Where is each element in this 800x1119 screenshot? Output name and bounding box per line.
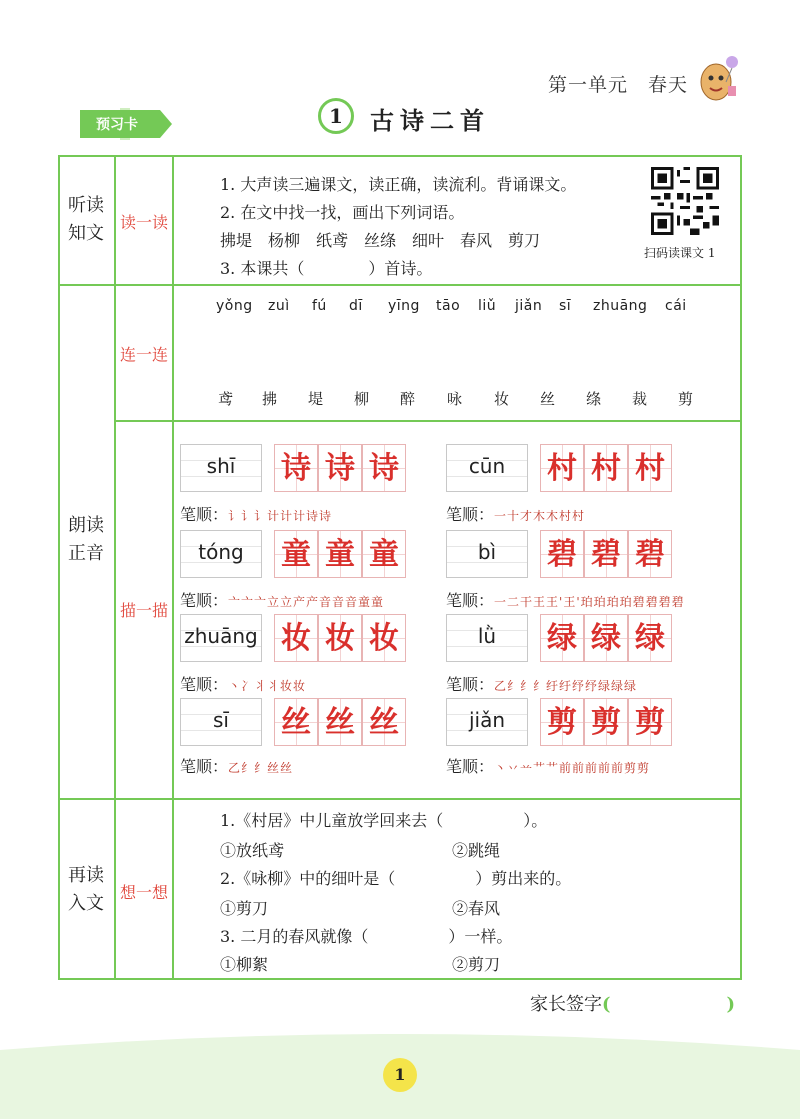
sub-label-think: 想一想 [119,883,168,902]
trace-char[interactable]: 妆 [318,614,362,662]
pinyin-item: tāo [436,298,461,314]
question: 1.《村居》中儿童放学回来去（ ）。 [220,811,548,830]
writing-grid[interactable] [540,614,672,662]
lesson-title: 古诗二首 [370,106,490,135]
pinyin-label: lǜ [477,624,497,648]
trace-char[interactable]: 妆 [274,614,318,662]
trace-char[interactable]: 绿 [584,614,628,662]
divider [58,284,742,286]
trace-char[interactable]: 剪 [628,698,672,746]
pinyin-label: shī [206,454,236,478]
pinyin-label: jiǎn [468,708,506,732]
page-number: 1 [383,1058,417,1092]
trace-char[interactable]: 丝 [362,698,406,746]
pinyin-label: tóng [198,540,244,564]
trace-char[interactable]: 丝 [274,698,318,746]
hanzi-item: 堤 [308,390,324,408]
qr-code-icon[interactable] [651,167,719,235]
hanzi-item: 柳 [354,390,370,408]
pinyin-item: cái [665,298,687,314]
stroke-order: 笔顺：丶丷䒑艹艹前前前前前剪剪 [446,757,651,776]
section-label-reread: 再读 入文 [68,865,104,914]
trace-char[interactable]: 碧 [540,530,584,578]
writing-grid[interactable] [540,530,672,578]
hanzi-item: 妆 [494,390,510,408]
option[interactable]: ②春风 [452,899,501,918]
qr-caption: 扫码读课文 1 [644,246,716,260]
section-label-read-aloud: 朗读 正音 [68,515,104,564]
pinyin-item: jiǎn [515,298,543,314]
instruction-line: 3. 本课共（ ）首诗。 [220,259,433,278]
unit-title: 第一单元 春天 [548,74,689,96]
pinyin-item: zhuāng [593,298,648,314]
section-label-listen: 听读 知文 [68,195,104,244]
trace-char[interactable]: 村 [540,444,584,492]
hanzi-item: 拂 [262,390,278,408]
trace-char[interactable]: 妆 [362,614,406,662]
stroke-order: 笔顺：丶冫丬丬妆妆 [180,675,307,694]
divider [58,798,742,800]
trace-char[interactable]: 童 [274,530,318,578]
preview-tag-label: 预习卡 [96,117,138,133]
stroke-order: 笔顺：亠亠亠立立产产音音音童童 [180,591,385,610]
pinyin-item: zuì [268,298,290,314]
writing-grid[interactable] [274,614,406,662]
pinyin-label: cūn [468,454,506,478]
trace-char[interactable]: 剪 [540,698,584,746]
trace-char[interactable]: 村 [584,444,628,492]
question: 3. 二月的春风就像（ ）一样。 [220,927,513,946]
trace-char[interactable]: 诗 [274,444,318,492]
instruction-line: 1. 大声读三遍课文，读正确，读流利。背诵课文。 [220,175,577,194]
hanzi-item: 剪 [678,390,694,408]
stroke-order: 笔顺：一十才木木村村 [446,505,586,524]
divider [114,420,742,422]
question: 2.《咏柳》中的细叶是（ ）剪出来的。 [220,869,572,888]
writing-grid[interactable] [540,444,672,492]
word-list: 拂堤 杨柳 纸鸢 丝绦 细叶 春风 剪刀 [220,231,541,250]
trace-char[interactable]: 绿 [540,614,584,662]
stroke-order: 笔顺：乙纟纟纟纡纡纾纾绿绿绿 [446,675,638,694]
pinyin-item: liǔ [478,298,497,314]
sub-label-trace: 描一描 [119,601,168,620]
pinyin-label: bì [477,540,497,564]
trace-char[interactable]: 绿 [628,614,672,662]
stroke-order: 笔顺：讠讠讠计计计诗诗 [180,505,333,524]
hanzi-item: 绦 [586,390,602,408]
pinyin-item: yīng [388,298,420,314]
divider [172,155,174,980]
trace-char[interactable]: 童 [318,530,362,578]
option[interactable]: ①放纸鸢 [220,841,285,860]
hanzi-item: 醉 [400,390,416,408]
pinyin-item: sī [559,298,572,314]
hanzi-item: 鸢 [218,390,234,408]
hanzi-item: 丝 [540,390,556,408]
stroke-order: 笔顺：一二干王王'王'珀珀珀珀碧碧碧碧 [446,591,685,610]
pinyin-item: yǒng [216,298,253,314]
trace-char[interactable]: 碧 [584,530,628,578]
pinyin-item: fú [312,298,327,314]
trace-char[interactable]: 碧 [628,530,672,578]
trace-char[interactable]: 丝 [318,698,362,746]
hanzi-item: 裁 [632,390,648,408]
stroke-order: 笔顺：乙纟纟丝丝 [180,757,294,776]
mascot-icon [694,52,740,106]
instruction-line: 2. 在文中找一找，画出下列词语。 [220,203,465,222]
hanzi-item: 咏 [447,390,463,408]
pinyin-label: sī [213,708,229,732]
trace-char[interactable]: 诗 [318,444,362,492]
trace-char[interactable]: 村 [628,444,672,492]
option[interactable]: ②剪刀 [452,955,501,974]
writing-grid[interactable] [274,444,406,492]
pinyin-label: zhuāng [184,624,258,648]
lesson-number-badge: 1 [318,98,354,134]
writing-grid[interactable] [540,698,672,746]
sub-label-read: 读一读 [119,213,168,232]
parent-signature[interactable]: 家长签字( ) [530,994,736,1015]
option[interactable]: ①柳絮 [220,955,269,974]
writing-grid[interactable] [274,530,406,578]
pinyin-item: dī [349,298,363,314]
trace-char[interactable]: 剪 [584,698,628,746]
option[interactable]: ①剪刀 [220,899,269,918]
trace-char[interactable]: 诗 [362,444,406,492]
option[interactable]: ②跳绳 [452,841,501,860]
divider [114,155,116,980]
trace-char[interactable]: 童 [362,530,406,578]
sub-label-connect: 连一连 [119,345,168,364]
writing-grid[interactable] [274,698,406,746]
